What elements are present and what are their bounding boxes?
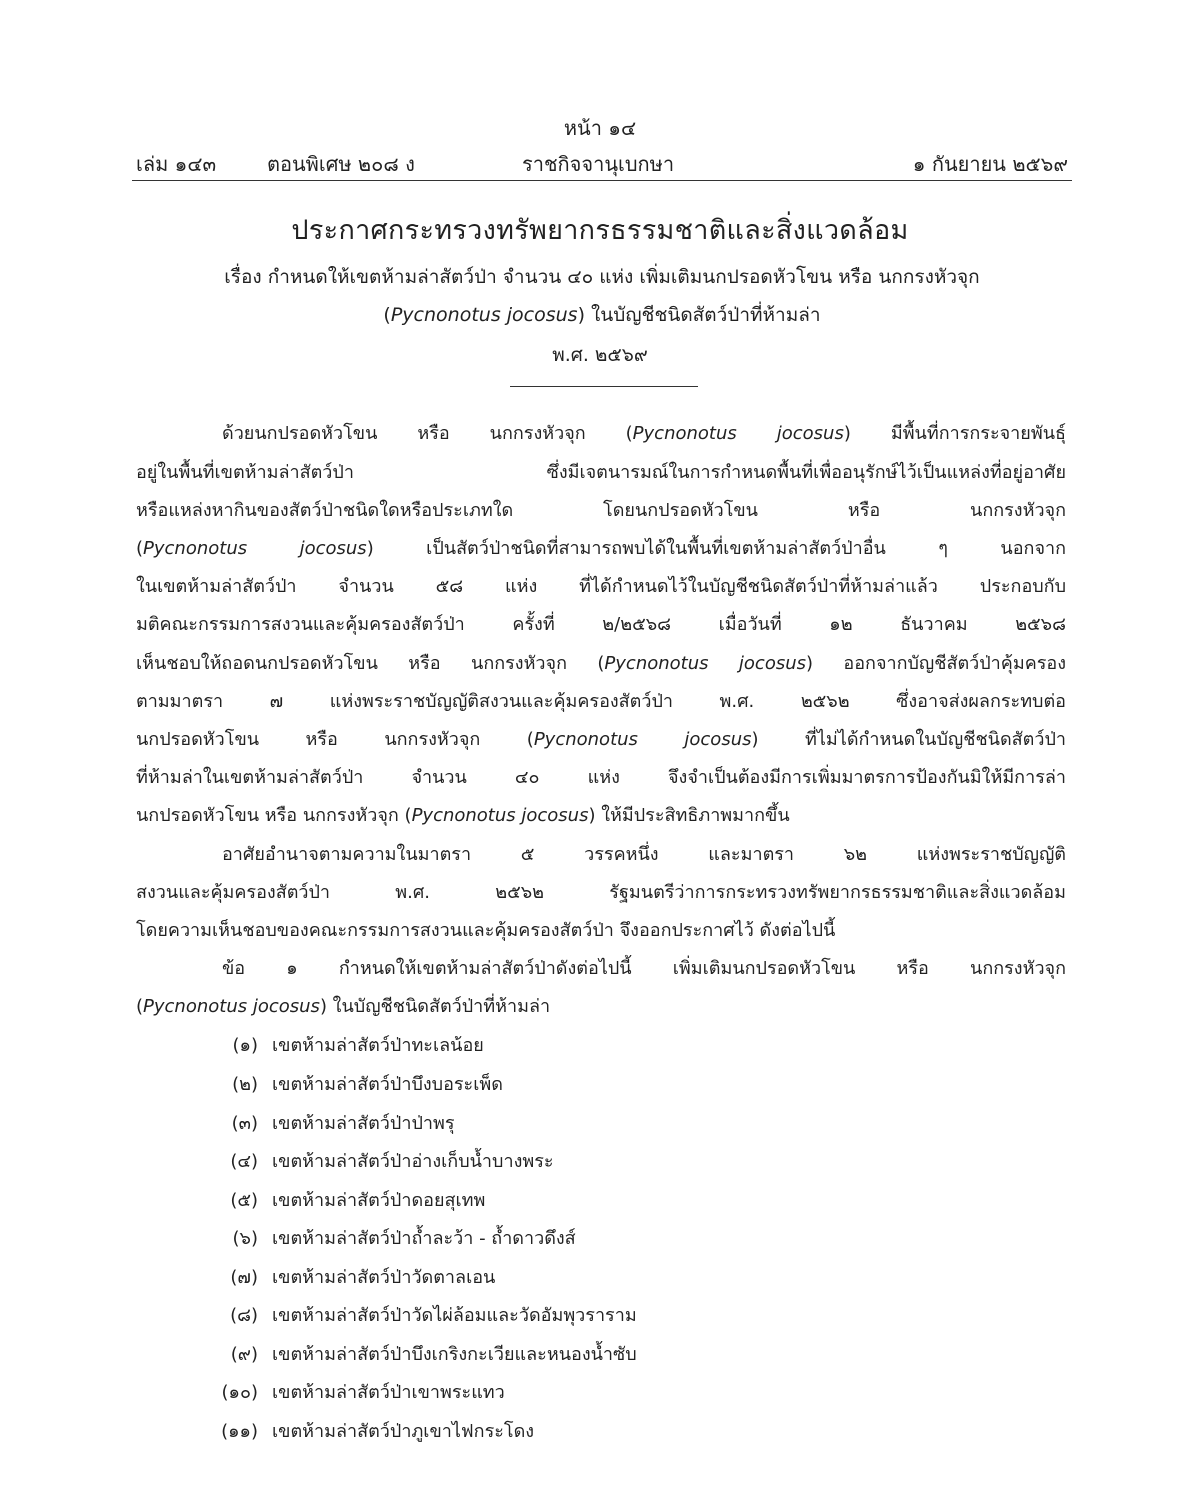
item-name: เขตห้ามล่าสัตว์ป่าบึงเกริงกะเวียและหนองน้ำซับ — [272, 1344, 637, 1365]
body-line: โดยความเห็นชอบของคณะกรรมการสงวนและคุ้มครองสัตว์ป่า จึงออกประกาศไว้ ดังต่อไปนี้ — [136, 920, 836, 941]
item-number: (๙) — [230, 1344, 258, 1365]
item-name: เขตห้ามล่าสัตว์ป่าภูเขาไฟกระโดง — [272, 1421, 535, 1442]
subject-line: เรื่อง กำหนดให้เขตห้ามล่าสัตว์ป่า จำนวน ๔๐ แห่ง เพิ่มเติมนกปรอดหัวโขน หรือ นกกรงหัวจุก — [224, 266, 980, 288]
body-line: ตามมาตรา ๗ แห่งพระราชบัญญัติสงวนและคุ้มครองสัตว์ป่า พ.ศ. ๒๕๖๒ ซึ่งอาจส่งผลกระทบต่อ — [136, 691, 1066, 712]
title-divider — [510, 386, 698, 387]
list-item — [196, 1416, 534, 1446]
item-number: (๑๑) — [221, 1421, 258, 1442]
item-number: (๓) — [231, 1113, 258, 1134]
body-line: (Pycnonotus jocosus) เป็นสัตว์ป่าชนิดที่สามารถพบได้ในพื้นที่เขตห้ามล่าสัตว์ป่าอื่น ๆ นอกจาก — [136, 538, 1066, 559]
list-item — [196, 1339, 637, 1369]
item-name: เขตห้ามล่าสัตว์ป่าวัดตาลเอน — [272, 1267, 496, 1288]
item-name: เขตห้ามล่าสัตว์ป่าวัดไผ่ล้อมและวัดอัมพุวราราม — [272, 1305, 637, 1326]
item-number: (๖) — [232, 1228, 258, 1249]
item-number: (๑) — [232, 1035, 258, 1056]
issue-label: ตอนพิเศษ ๒๐๘ ง — [267, 152, 415, 176]
body-line: ในเขตห้ามล่าสัตว์ป่า จำนวน ๕๘ แห่ง ที่ได้กำหนดไว้ในบัญชีชนิดสัตว์ป่าที่ห้ามล่าแล้ว ประกอบกับ — [136, 576, 1066, 597]
publication-date: ๑ กันยายน ๒๕๖๙ — [912, 152, 1068, 176]
item-number: (๔) — [230, 1151, 258, 1172]
item-number: (๘) — [230, 1305, 258, 1326]
body-line: นกปรอดหัวโขน หรือ นกกรงหัวจุก (Pycnonotus jocosus) ให้มีประสิทธิภาพมากขึ้น — [136, 805, 790, 826]
clause-line: ข้อ ๑ กำหนดให้เขตห้ามล่าสัตว์ป่าดังต่อไปนี้ เพิ่มเติมนกปรอดหัวโขน หรือ นกกรงหัวจุก — [222, 958, 1066, 979]
item-name: เขตห้ามล่าสัตว์ป่าบึงบอระเพ็ด — [272, 1074, 503, 1095]
list-item — [196, 1030, 484, 1060]
list-item — [196, 1185, 485, 1215]
item-name: เขตห้ามล่าสัตว์ป่าดอยสุเทพ — [272, 1190, 486, 1211]
page-number: หน้า ๑๔ — [563, 116, 637, 140]
list-item — [196, 1300, 637, 1330]
subject-line: (Pycnonotus jocosus) ในบัญชีชนิดสัตว์ป่าที่ห้ามล่า — [383, 304, 821, 326]
gazette-header — [132, 148, 1072, 178]
list-item — [196, 1069, 503, 1099]
item-name: เขตห้ามล่าสัตว์ป่าเขาพระแทว — [272, 1382, 505, 1403]
list-item — [196, 1108, 455, 1138]
item-name: เขตห้ามล่าสัตว์ป่าถ้ำละว้า - ถ้ำดาวดึงส์ — [272, 1228, 576, 1249]
body-line: หรือแหล่งหากินของสัตว์ป่าชนิดใดหรือประเภทใด โดยนกปรอดหัวโขน หรือ นกกรงหัวจุก — [136, 500, 1066, 521]
body-line: ด้วยนกปรอดหัวโขน หรือ นกกรงหัวจุก (Pycnonotus jocosus) มีพื้นที่การกระจายพันธุ์ — [222, 423, 1066, 444]
gazette-name: ราชกิจจานุเบกษา — [522, 152, 675, 176]
body-line: เห็นชอบให้ถอดนกปรอดหัวโขน หรือ นกกรงหัวจุก (Pycnonotus jocosus) ออกจากบัญชีสัตว์ป่าคุ้มครอง — [136, 653, 1067, 674]
announcement-year: พ.ศ. ๒๕๖๙ — [552, 344, 648, 366]
list-item — [196, 1262, 495, 1292]
body-line: มติคณะกรรมการสงวนและคุ้มครองสัตว์ป่า ครั้งที่ ๒/๒๕๖๘ เมื่อวันที่ ๑๒ ธันวาคม ๒๕๖๘ — [136, 614, 1066, 635]
body-line: สงวนและคุ้มครองสัตว์ป่า พ.ศ. ๒๕๖๒ รัฐมนตรีว่าการกระทรวงทรัพยากรธรรมชาติและสิ่งแวดล้อม — [136, 882, 1066, 903]
volume-label: เล่ม ๑๔๓ — [136, 152, 217, 176]
list-item — [196, 1223, 576, 1253]
body-line: ที่ห้ามล่าในเขตห้ามล่าสัตว์ป่า จำนวน ๔๐ แห่ง จึงจำเป็นต้องมีการเพิ่มมาตรการป้องกันมิให้มีการล่า — [136, 767, 1066, 788]
item-name: เขตห้ามล่าสัตว์ป่าทะเลน้อย — [272, 1035, 484, 1056]
body-line: อาศัยอำนาจตามความในมาตรา ๕ วรรคหนึ่ง และมาตรา ๖๒ แห่งพระราชบัญญัติ — [222, 844, 1066, 865]
item-number: (๒) — [232, 1074, 258, 1095]
list-item — [196, 1146, 554, 1176]
item-number: (๕) — [230, 1190, 258, 1211]
body-line: อยู่ในพื้นที่เขตห้ามล่าสัตว์ป่า ซึ่งมีเจตนารมณ์ในการกำหนดพื้นที่เพื่ออนุรักษ์ไว้เป็นแหล่งที่อยู่อาศัย — [136, 462, 1066, 483]
item-number: (๗) — [230, 1267, 258, 1288]
announcement-title: ประกาศกระทรวงทรัพยากรธรรมชาติและสิ่งแวดล้อม — [291, 215, 909, 246]
item-name: เขตห้ามล่าสัตว์ป่าป่าพรุ — [272, 1113, 455, 1134]
list-item — [196, 1377, 505, 1407]
item-name: เขตห้ามล่าสัตว์ป่าอ่างเก็บน้ำบางพระ — [272, 1151, 554, 1172]
item-number: (๑๐) — [221, 1382, 258, 1403]
header-divider — [132, 180, 1072, 181]
body-line: นกปรอดหัวโขน หรือ นกกรงหัวจุก (Pycnonotus jocosus) ที่ไม่ได้กำหนดในบัญชีชนิดสัตว์ป่า — [136, 729, 1066, 750]
clause-line: (Pycnonotus jocosus) ในบัญชีชนิดสัตว์ป่าที่ห้ามล่า — [136, 996, 551, 1017]
